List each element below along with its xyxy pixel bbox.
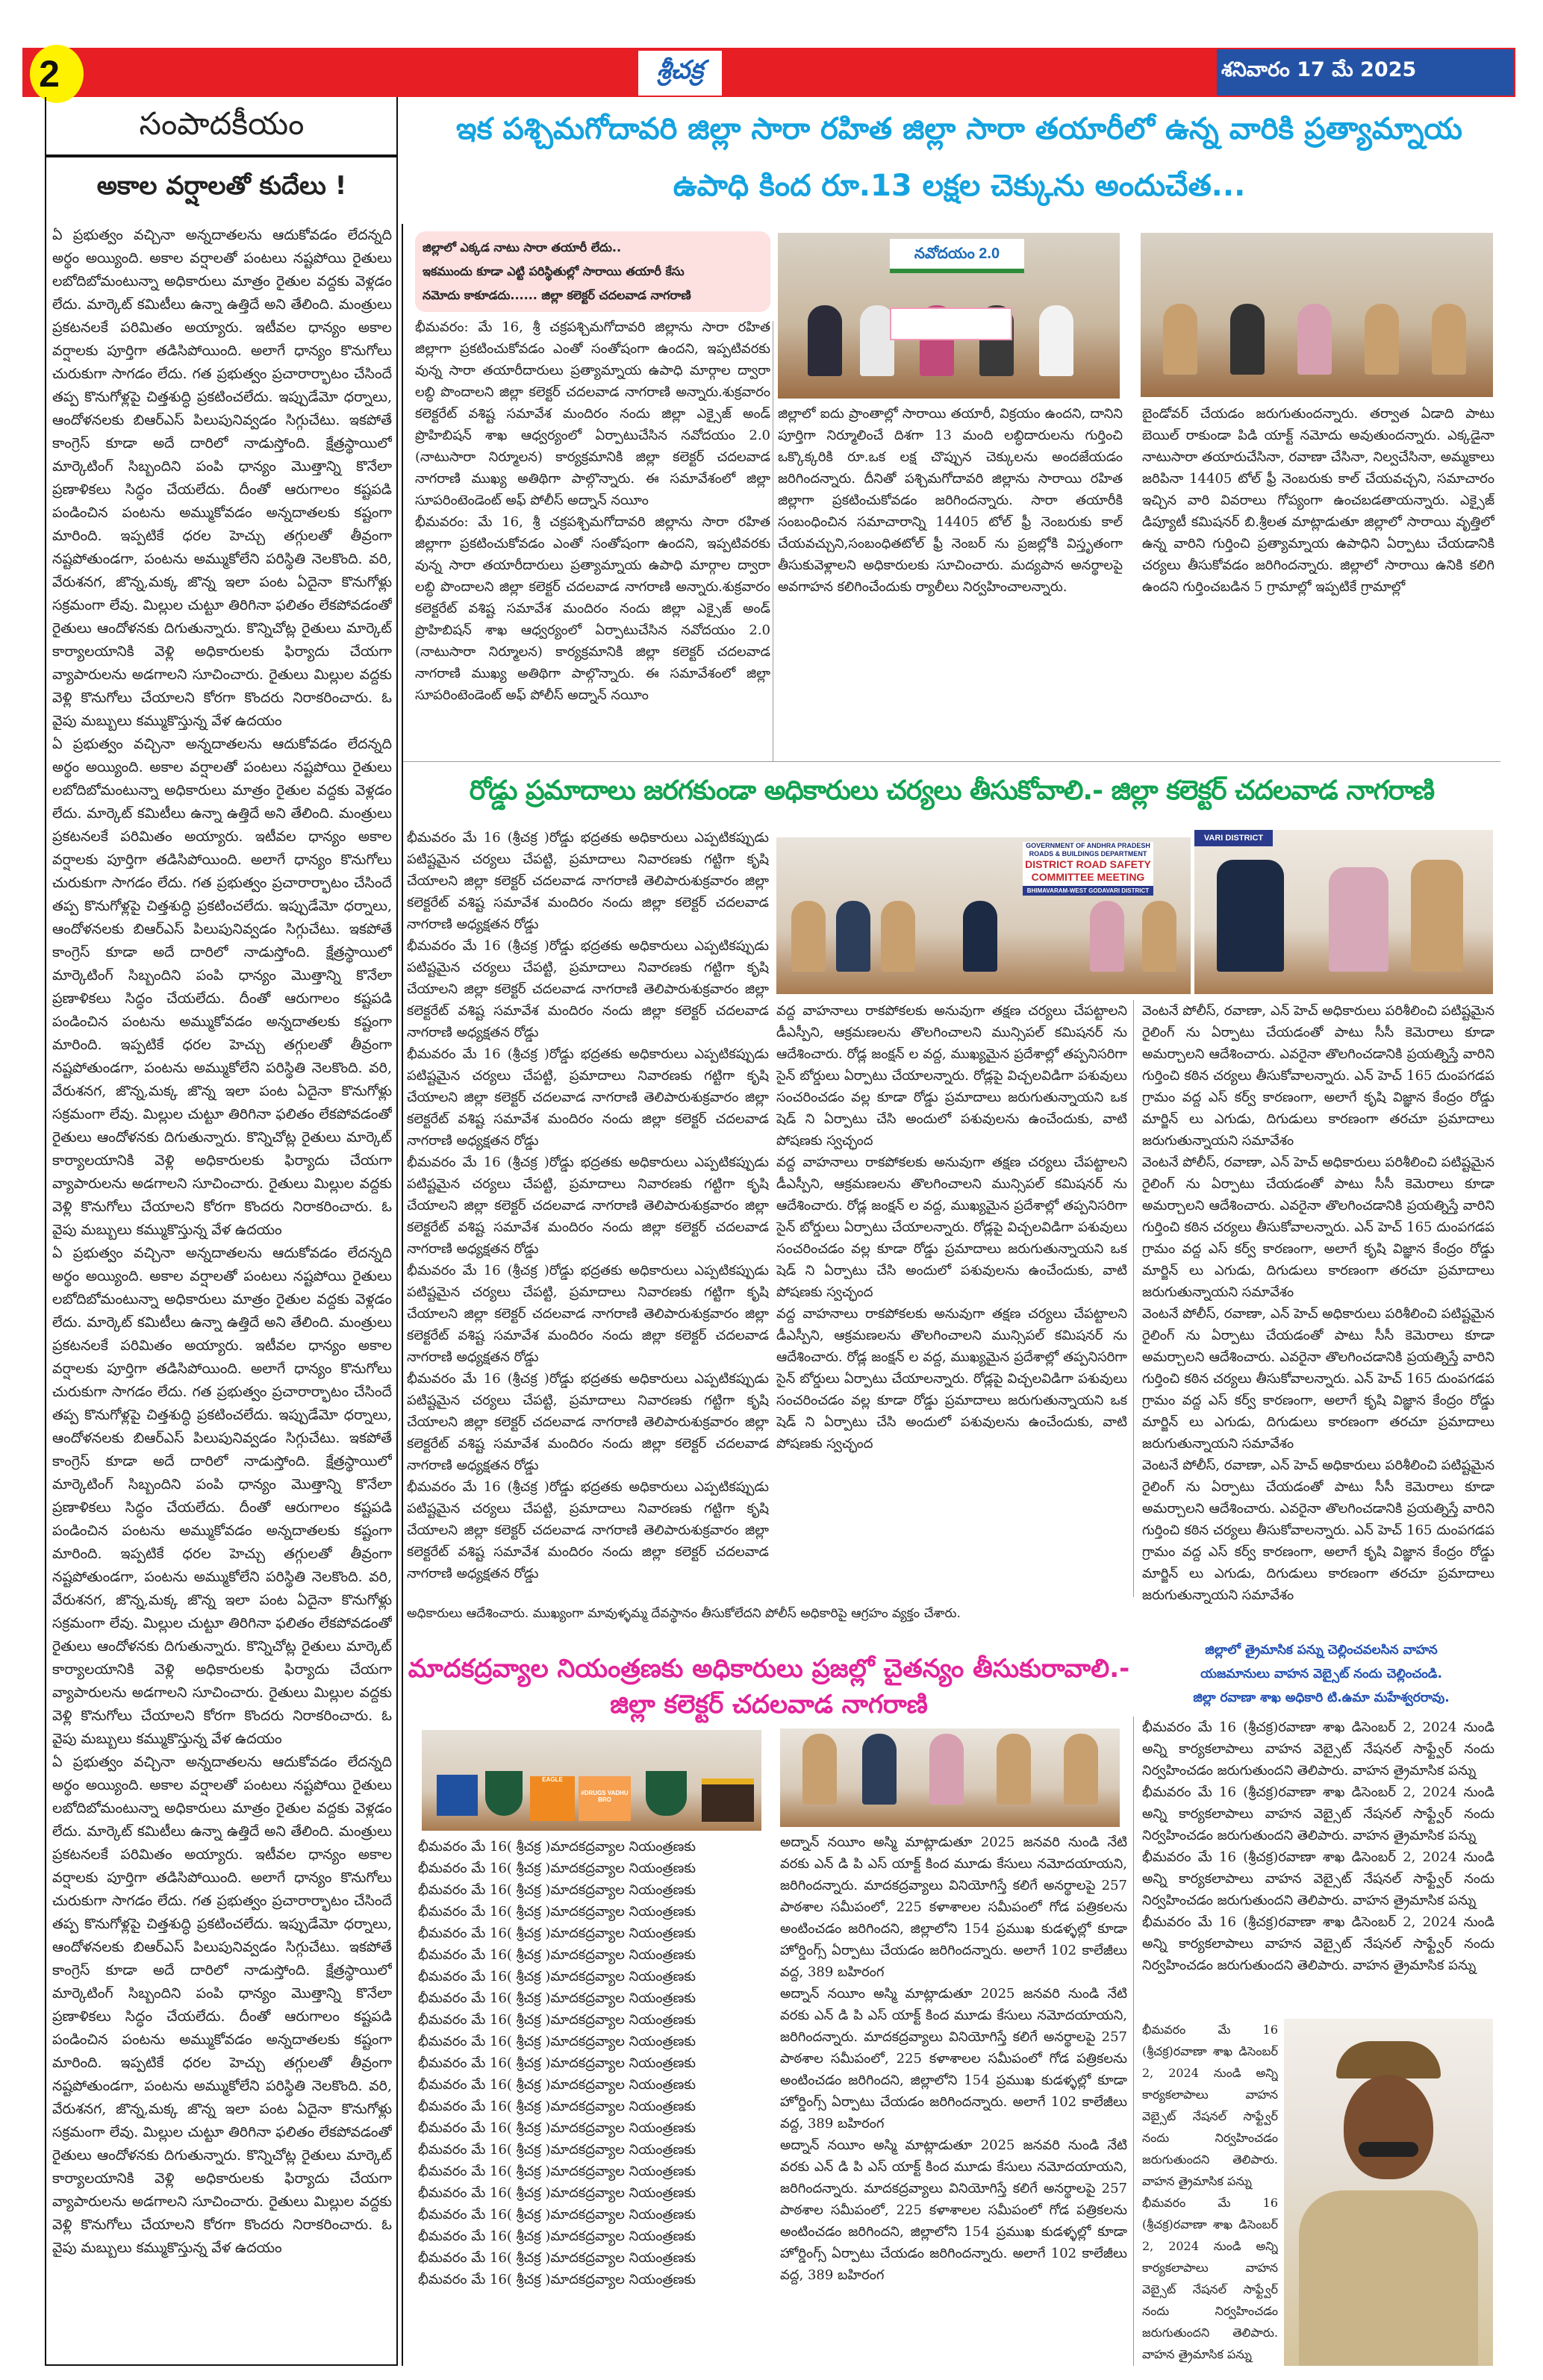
lead-text: బైండోవర్ చేయడం జరుగుతుందన్నారు. తర్వాత ఏడాది పాటు బెయిల్ రాకుండా పిడి యాక్ట్ నమోదు అవుతుందన్నారు. ఎక్కడైనా నాటుసారా తయారుచేసినా, రవాణా చేసినా, నిల్వచేసినా, అమ్మకాలు జరిపినా 14405 టోల్ ఫ్రీ నెంబరుకు కాల్ చేయవచ్చని, సమాచారం ఇచ్చిన వారి వివరాలు గోప్యంగా ఉంచబడతాయన్నారు. ఎక్సైజ్ డిప్యూటీ కమిషనర్ బి.శ్రీలత మాట్లాడుతూ జిల్లాలో సారాయి వృత్తిలో ఉన్న వారిని గుర్తించి ప్రత్యామ్నాయ ఉపాధిని ఏర్పాటు చేయడానికి చర్యలు తీసుకోవడం జరిగిందన్నారు. జిల్లాలో సారాయి ఉనికి కలిగి ఉందని గుర్తించబడిన 5 గ్రామాల్లో ఇప్పటికే గ్రామాల్లో <box>1142 406 1494 595</box>
lead-text: జిల్లాలో ఐదు ప్రాంతాల్లో సారాయి తయారీ, విక్రయం ఉందని, దానిని పూర్తిగా నిర్మూలించే దిశగా 13 మంది లబ్ధిదారులను గుర్తించి ఒక్కొక్కరికి రూ.ఒక లక్ష చొప్పున చెక్కులను అందజేయడం జరిగిందన్నారు. దీనితో పశ్చిమగోదావరి జిల్లాను సారాయి రహిత జిల్లాగా ప్రకటించుకోవడం జరిగిందన్నారు. సారా తయారీకి సంబంధించిన సమాచారాన్ని 14405 టోల్ ఫ్రీ నెంబరుకు కాల్ చేయవచ్చుని,సంబంధితటోల్ ఫ్రీ నెంబర్ ను ప్రజల్లోకి విస్తృతంగా తీసుకువెళ్లాలని అధికారులకు సూచించారు. మద్యపాన అనర్థాలపై అవగాహన కలిగించేందుకు ర్యాలీలు నిర్వహించాలన్నారు. <box>778 406 1123 595</box>
continued-text: ఏ ప్రభుత్వం వచ్చినా అన్నదాతలను ఆదుకోవడం లేదన్నది అర్థం అయ్యింది. అకాల వర్షాలతో పంటలు నష్టపోయి రైతులు లబోదిబోమంటున్నా అధికారులు మాత్రం రైతుల వద్దకు వెళ్లడం లేదు. మార్కెట్ కమిటీలు ఉన్నా ఉత్తిదే అని తేలింది. మంత్రులు ప్రకటనలకే పరిమితం అయ్యారు. ఇటీవల ధాన్యం అకాల వర్షాలకు పూర్తిగా తడిసిపోయింది. అలాగే ధాన్యం కొనుగోలు చురుకుగా సాగడం లేదు. గత ప్రభుత్వం ప్రచారార్భాటం చేసిందే తప్ప కొనుగోళ్లపై చిత్తశుద్ధి ప్రకటించలేదు. ఇప్పుడేమో ధర్నాలు, ఆందోళనలకు బిఆర్ఎస్ పిలుపునివ్వడం సిగ్గుచేటు. ఇకపోతే కాంగ్రెస్ కూడా అదే దారిలో నాడుస్తోంది. క్షేత్రస్థాయిలో మార్కెటింగ్ సిబ్బందిని పంపి ధాన్యం మొత్తాన్ని కొనేలా ప్రణాళికలు సిద్ధం చేయలేదు. దీంతో ఆరుగాలం కష్టపడి పండించిన పంటను అమ్ముకోవడం అన్నదాతలకు కష్టంగా మారింది. ఇప్పటికే ధరల హెచ్చు తగ్గులతో తీవ్రంగా నష్టపోతుండగా, పంటను అమ్ముకోలేని పరిస్థితి నెలకొంది. వరి, వేరుశనగ, జొన్న,మక్క జొన్న ఇలా పంట ఏదైనా కొనుగోళ్లు సక్రమంగా లేవు. మిల్లుల చుట్టూ తిరిగినా ఫలితం లేకపోవడంతో రైతులు ఆందోళనకు దిగుతున్నారు. కొన్నిచోట్ల రైతులు మార్కెట్ కార్యాలయానికి వెళ్లి అధికారులకు ఫిర్యాదు చేయగా వ్యాపారులను అడగాలని సూచించారు. రైతులు మిల్లుల వద్దకు వెళ్లి కొనుగోలు చేయాలని కోరగా కొందరు నిరాకరించారు. ఓ వైపు మబ్బులు కమ్ముకొస్తున్న వేళ ఉదయం <box>52 1754 392 2256</box>
banner-title: DISTRICT ROAD SAFETY COMMITTEE MEETING <box>1025 858 1151 883</box>
caption-line: యజమానులు వాహన వెబ్సైట్ నందు చెల్లించండి. <box>1200 1667 1442 1681</box>
collector-photo <box>1194 830 1493 994</box>
poster: #DRUGS VADHU BRO <box>579 1776 631 1821</box>
continued-text: భీమవరం మే 16( శ్రీచక్ర )మాదకద్రవ్యాల నియంత్రణకు <box>418 1947 696 1963</box>
highlight-line: జిల్లాలో ఎక్కడ నాటు సారా తయారీ లేదు.. <box>423 240 622 254</box>
newspaper-logo: శ్రీచక్ర <box>638 51 722 96</box>
editorial-section-title: సంపాదకీయం <box>46 101 397 157</box>
column-rule <box>1133 1000 1134 1597</box>
banner-line: GOVERNMENT OF ANDHRA PRADESH <box>1026 842 1150 849</box>
issue-date: శనివారం 17 మే 2025 <box>1217 49 1514 96</box>
continued-text: అద్నాన్ నయీం అస్మి మాట్లాడుతూ 2025 జనవరి నుండి నేటి వరకు ఎన్ డి పి ఎస్ యాక్ట్ కింద మూడు కేసులు నమోదయాయని, జరిగిందన్నారు. మాదకద్రవ్యాలు వినియోగిస్తే కలిగే అనర్థాలపై 257 పాఠశాల సమీపంలో, 225 కళాశాలల సమీపంలో గోడ పత్రికలను అంటించడం జరిగిందని, జిల్లాలోని 154 ప్రముఖ కుడళ్ళల్లో కూడా హోర్డింగ్స్ ఏర్పాటు చేయడం జరిగిందన్నారు. అలాగే 102 కాలేజీలు వద్ద, 389 బహిరంగ <box>780 2137 1127 2283</box>
continued-text: భీమవరం: మే 16, శ్రీ చక్రపశ్చిమగోదావరి జిల్లాను సారా రహిత జిల్లాగా ప్రకటించుకోవడం ఎంతో సంతోషంగా ఉందని, ఇప్పటివరకు వున్న సారా తయారీదారులు ప్రత్యామ్నాయ ఉపాధి మార్గాల ద్వారా లబ్ధి పొందాలని జిల్లా కలెక్టర్ చదలవాడ నాగరాణి అన్నారు.శుక్రవారం కలెక్టరేట్ వశిష్ట సమావేశ మందిరం నందు జిల్లా ఎక్సైజ్ అండ్ ప్రొహిబిషన్ శాఖ ఆధ్వర్యంలో ఏర్పాటుచేసిన నవోదయం 2.0 (నాటుసారా నిర్మూలన) కార్యక్రమానికి జిల్లా కలెక్టర్ చదలవాడ నాగరాణి ముఖ్య అతిథిగా పాల్గొన్నారు. ఈ సమావేశంలో జిల్లా సూపరింటెండెంట్ అఫ్ పోలీస్ అద్నాన్ నయీం <box>415 514 770 703</box>
column-rule <box>1133 1717 1134 2366</box>
continued-text: ఏ ప్రభుత్వం వచ్చినా అన్నదాతలను ఆదుకోవడం లేదన్నది అర్థం అయ్యింది. అకాల వర్షాలతో పంటలు నష్టపోయి రైతులు లబోదిబోమంటున్నా అధికారులు మాత్రం రైతుల వద్దకు వెళ్లడం లేదు. మార్కెట్ కమిటీలు ఉన్నా ఉత్తిదే అని తేలింది. మంత్రులు ప్రకటనలకే పరిమితం అయ్యారు. ఇటీవల ధాన్యం అకాల వర్షాలకు పూర్తిగా తడిసిపోయింది. అలాగే ధాన్యం కొనుగోలు చురుకుగా సాగడం లేదు. గత ప్రభుత్వం ప్రచారార్భాటం చేసిందే తప్ప కొనుగోళ్లపై చిత్తశుద్ధి ప్రకటించలేదు. ఇప్పుడేమో ధర్నాలు, ఆందోళనలకు బిఆర్ఎస్ పిలుపునివ్వడం సిగ్గుచేటు. ఇకపోతే కాంగ్రెస్ కూడా అదే దారిలో నాడుస్తోంది. క్షేత్రస్థాయిలో మార్కెటింగ్ సిబ్బందిని పంపి ధాన్యం మొత్తాన్ని కొనేలా ప్రణాళికలు సిద్ధం చేయలేదు. దీంతో ఆరుగాలం కష్టపడి పండించిన పంటను అమ్ముకోవడం అన్నదాతలకు కష్టంగా మారింది. ఇప్పటికే ధరల హెచ్చు తగ్గులతో తీవ్రంగా నష్టపోతుండగా, పంటను అమ్ముకోలేని పరిస్థితి నెలకొంది. వరి, వేరుశనగ, జొన్న,మక్క జొన్న ఇలా పంట ఏదైనా కొనుగోళ్లు సక్రమంగా లేవు. మిల్లుల చుట్టూ తిరిగినా ఫలితం లేకపోవడంతో రైతులు ఆందోళనకు దిగుతున్నారు. కొన్నిచోట్ల రైతులు మార్కెట్ కార్యాలయానికి వెళ్లి అధికారులకు ఫిర్యాదు చేయగా వ్యాపారులను అడగాలని సూచించారు. రైతులు మిల్లుల వద్దకు వెళ్లి కొనుగోలు చేయాలని కోరగా కొందరు నిరాకరించారు. ఓ వైపు మబ్బులు కమ్ముకొస్తున్న వేళ ఉదయం <box>52 736 392 1238</box>
continued-text: భీమవరం మే 16( శ్రీచక్ర )మాదకద్రవ్యాల నియంత్రణకు <box>418 2228 696 2244</box>
road-last-line: అధికారులు ఆదేశించారు. ముఖ్యంగా మావుళ్ళమ్మ దేవస్థానం తీసుకోలేదని పోలీస్ అధికారిపై ఆగ్రహం వ్యక్తం చేశారు. <box>407 1606 961 1621</box>
continued-text: భీమవరం మే 16( శ్రీచక్ర )మాదకద్రవ్యాల నియంత్రణకు <box>418 1990 696 2006</box>
continued-text: భీమవరం మే 16( శ్రీచక్ర )మాదకద్రవ్యాల నియంత్రణకు <box>418 2099 696 2114</box>
page-number-badge: 2 <box>30 45 84 103</box>
continued-text: భీమవరం మే 16( శ్రీచక్ర )మాదకద్రవ్యాల నియంత్రణకు <box>418 1969 696 1984</box>
caption-line: జిల్లా రవాణా శాఖ అధికారి టి.ఉమా మహేశ్వరరావు. <box>1193 1690 1450 1705</box>
photo-banner: నవోదయం 2.0 <box>890 239 1024 273</box>
continued-text: భీమవరం మే 16( శ్రీచక్ర )మాదకద్రవ్యాల నియంత్రణకు <box>418 2272 696 2287</box>
continued-text: భీమవరం మే 16( శ్రీచక్ర )మాదకద్రవ్యాల నియంత్రణకు <box>418 2034 696 2049</box>
drugs-column-1 <box>418 1836 765 2366</box>
editorial-headline: అకాల వర్షాలతో కుదేలు ! <box>96 171 347 201</box>
lead-highlight-box <box>415 231 770 312</box>
divider <box>403 761 1500 762</box>
continued-text: భీమవరం మే 16 (శ్రీచక్ర )రోడ్డు భద్రతకు అధికారులు ఎప్పటికప్పుడు పటిష్టమైన చర్యలు చేపట్టి, ప్రమాదాలు నివారణకు గట్టిగా కృషి చేయాలని జిల్లా కలెక్టర్ చదలవాడ నాగరాణి తెలిపారుశుక్రవారం జిల్లా కలెక్టరేట్ వశిష్ట సమావేశ మందిరం నందు జిల్లా కలెక్టర్ చదలవాడ నాగరాణి అధ్యక్షతన రోడ్డు <box>407 1263 769 1365</box>
continued-text: భీమవరం మే 16 (శ్రీచక్ర)రవాణా శాఖ డిసెంబర్ 2, 2024 నుండి అన్ని కార్యకలాపాలు వాహన వెబ్సైట్ నేషనల్ సాఫ్ట్వేర్ నందు నిర్వహించడం జరుగుతుందని తెలిపారు. వాహన త్రైమాసిక పన్ను <box>1142 2196 1278 2361</box>
lead-left-stack <box>415 231 770 758</box>
banner-partial: VARI DISTRICT <box>1194 830 1273 846</box>
drugs-text: భీమవరం మే 16( శ్రీచక్ర )మాదకద్రవ్యాల నియంత్రణకు <box>418 1839 696 1855</box>
continued-text: వెంటనే పోలీస్, రవాణా, ఎన్ హెచ్ అధికారులు పరిశీలించి పటిష్టమైన రైలింగ్ ను ఏర్పాటు చేయడంతో పాటు సీసీ కెమెరాలు కూడా అమర్చాలని ఆదేశించారు. ఎవరైనా తొలగించడానికి ప్రయత్నిస్తే వారిని గుర్తించి కఠిన చర్యలు తీసుకోవాలన్నారు. ఎన్ హెచ్ 165 దుంపగడప గ్రామం వద్ద ఎస్ కర్వ్ కారణంగా, అలాగే కృషి విజ్ఞాన కేంద్రం రోడ్డు మార్జిన్ లు ఎగుడు, దిగుడులు కారణంగా తరచూ ప్రమాదాలు జరుగుతున్నాయని సమావేశం <box>1142 1306 1494 1452</box>
continued-text: భీమవరం మే 16( శ్రీచక్ర )మాదకద్రవ్యాల నియంత్రణకు <box>418 2207 696 2223</box>
banner-footer: BHIMAVARAM-WEST GODAVARI DISTRICT <box>1023 886 1153 896</box>
highlight-line: నమోదు కాకూడదు...... జిల్లా కలెక్టర్ చదలవాడ నాగరాణి <box>423 288 691 302</box>
lead-headline: ఇక పశ్చిమగోదావరి జిల్లా సారా రహిత జిల్లా సారా తయారీలో ఉన్న వారికి ప్రత్యామ్నాయ ఉపాధి కింద రూ.13 లక్షల చెక్కును అందుచేత... <box>456 112 1462 203</box>
road-column-1 <box>407 827 769 1599</box>
continued-text: భీమవరం మే 16( శ్రీచక్ర )మాదకద్రవ్యాల నియంత్రణకు <box>418 2077 696 2093</box>
road-safety-headline: రోడ్డు ప్రమాదాలు జరగకుండా అధికారులు చర్యలు తీసుకోవాలి.- జిల్లా కలెక్టర్ చదలవాడ నాగరాణి <box>469 775 1435 806</box>
drugs-poster-launch-photo <box>422 1730 761 1831</box>
continued-text: భీమవరం మే 16( శ్రీచక్ర )మాదకద్రవ్యాల నియంత్రణకు <box>418 1925 696 1941</box>
continued-text: భీమవరం మే 16( శ్రీచక్ర )మాదకద్రవ్యాల నియంత్రణకు <box>418 2012 696 2028</box>
continued-text: భీమవరం మే 16 (శ్రీచక్ర )రోడ్డు భద్రతకు అధికారులు ఎప్పటికప్పుడు పటిష్టమైన చర్యలు చేపట్టి, ప్రమాదాలు నివారణకు గట్టిగా కృషి చేయాలని జిల్లా కలెక్టర్ చదలవాడ నాగరాణి తెలిపారుశుక్రవారం జిల్లా కలెక్టరేట్ వశిష్ట సమావేశ మందిరం నందు జిల్లా కలెక్టర్ చదలవాడ నాగరాణి అధ్యక్షతన రోడ్డు <box>407 1371 769 1473</box>
continued-text: భీమవరం మే 16( శ్రీచక్ర )మాదకద్రవ్యాల నియంత్రణకు <box>418 2164 696 2179</box>
poster: EAGLE <box>530 1776 575 1821</box>
column-rule <box>402 224 403 2366</box>
continued-text: భీమవరం మే 16( శ్రీచక్ర )మాదకద్రవ్యాల నియంత్రణకు <box>418 1861 696 1876</box>
cheque-handover-photo <box>778 233 1120 399</box>
transport-text: భీమవరం మే 16 (శ్రీచక్ర)రవాణా శాఖ డిసెంబర్ 2, 2024 నుండి అన్ని కార్యకలాపాలు వాహన వెబ్సైట్ నేషనల్ సాఫ్ట్వేర్ నందు నిర్వహించడం జరుగుతుందని తెలిపారు. వాహన త్రైమాసిక పన్ను <box>1142 2023 1278 2188</box>
lead-column-1 <box>415 316 770 758</box>
continued-text: వెంటనే పోలీస్, రవాణా, ఎన్ హెచ్ అధికారులు పరిశీలించి పటిష్టమైన రైలింగ్ ను ఏర్పాటు చేయడంతో పాటు సీసీ కెమెరాలు కూడా అమర్చాలని ఆదేశించారు. ఎవరైనా తొలగించడానికి ప్రయత్నిస్తే వారిని గుర్తించి కఠిన చర్యలు తీసుకోవాలన్నారు. ఎన్ హెచ్ 165 దుంపగడప గ్రామం వద్ద ఎస్ కర్వ్ కారణంగా, అలాగే కృషి విజ్ఞాన కేంద్రం రోడ్డు మార్జిన్ లు ఎగుడు, దిగుడులు కారణంగా తరచూ ప్రమాదాలు జరుగుతున్నాయని సమావేశం <box>1142 1458 1494 1603</box>
road-column-2 <box>776 1000 1127 1597</box>
drugs-meeting-photo <box>780 1728 1120 1827</box>
transport-notice-body <box>1142 1717 1494 2015</box>
continued-text: భీమవరం మే 16( శ్రీచక్ర )మాదకద్రవ్యాల నియంత్రణకు <box>418 1882 696 1898</box>
continued-text: భీమవరం మే 16( శ్రీచక్ర )మాదకద్రవ్యాల నియంత్రణకు <box>418 2250 696 2266</box>
continued-text: భీమవరం మే 16 (శ్రీచక్ర)రవాణా శాఖ డిసెంబర్ 2, 2024 నుండి అన్ని కార్యకలాపాలు వాహన వెబ్సైట్ నేషనల్ సాఫ్ట్వేర్ నందు నిర్వహించడం జరుగుతుందని తెలిపారు. వాహన త్రైమాసిక పన్ను <box>1142 1914 1494 1973</box>
continued-text: భీమవరం మే 16( శ్రీచక్ర )మాదకద్రవ్యాల నియంత్రణకు <box>418 2120 696 2136</box>
editorial-text: ఏ ప్రభుత్వం వచ్చినా అన్నదాతలను ఆదుకోవడం లేదన్నది అర్థం అయ్యింది. అకాల వర్షాలతో పంటలు నష్టపోయి రైతులు లబోదిబోమంటున్నా అధికారులు మాత్రం రైతుల వద్దకు వెళ్లడం లేదు. మార్కెట్ కమిటీలు ఉన్నా ఉత్తిదే అని తేలింది. మంత్రులు ప్రకటనలకే పరిమితం అయ్యారు. ఇటీవల ధాన్యం అకాల వర్షాలకు పూర్తిగా తడిసిపోయింది. అలాగే ధాన్యం కొనుగోలు చురుకుగా సాగడం లేదు. గత ప్రభుత్వం ప్రచారార్భాటం చేసిందే తప్ప కొనుగోళ్లపై చిత్తశుద్ధి ప్రకటించలేదు. ఇప్పుడేమో ధర్నాలు, ఆందోళనలకు బిఆర్ఎస్ పిలుపునివ్వడం సిగ్గుచేటు. ఇకపోతే కాంగ్రెస్ కూడా అదే దారిలో నాడుస్తోంది. క్షేత్రస్థాయిలో మార్కెటింగ్ సిబ్బందిని పంపి ధాన్యం మొత్తాన్ని కొనేలా ప్రణాళికలు సిద్ధం చేయలేదు. దీంతో ఆరుగాలం కష్టపడి పండించిన పంటను అమ్ముకోవడం అన్నదాతలకు కష్టంగా మారింది. ఇప్పటికే ధరల హెచ్చు తగ్గులతో తీవ్రంగా నష్టపోతుండగా, పంటను అమ్ముకోలేని పరిస్థితి నెలకొంది. వరి, వేరుశనగ, జొన్న,మక్క జొన్న ఇలా పంట ఏదైనా కొనుగోళ్లు సక్రమంగా లేవు. మిల్లుల చుట్టూ తిరిగినా ఫలితం లేకపోవడంతో రైతులు ఆందోళనకు దిగుతున్నారు. కొన్నిచోట్ల రైతులు మార్కెట్ కార్యాలయానికి వెళ్లి అధికారులకు ఫిర్యాదు చేయగా వ్యాపారులను అడగాలని సూచించారు. రైతులు మిల్లుల వద్దకు వెళ్లి కొనుగోలు చేయాలని కోరగా కొందరు నిరాకరించారు. ఓ వైపు మబ్బులు కమ్ముకొస్తున్న వేళ ఉదయం <box>52 227 392 729</box>
continued-text: భీమవరం మే 16 (శ్రీచక్ర)రవాణా శాఖ డిసెంబర్ 2, 2024 నుండి అన్ని కార్యకలాపాలు వాహన వెబ్సైట్ నేషనల్ సాఫ్ట్వేర్ నందు నిర్వహించడం జరుగుతుందని తెలిపారు. వాహన త్రైమాసిక పన్ను <box>1142 1784 1494 1843</box>
continued-text: భీమవరం మే 16 (శ్రీచక్ర)రవాణా శాఖ డిసెంబర్ 2, 2024 నుండి అన్ని కార్యకలాపాలు వాహన వెబ్సైట్ నేషనల్ సాఫ్ట్వేర్ నందు నిర్వహించడం జరుగుతుందని తెలిపారు. వాహన త్రైమాసిక పన్ను <box>1142 1849 1494 1908</box>
road-safety-meeting-photo <box>776 837 1191 994</box>
continued-text: ఏ ప్రభుత్వం వచ్చినా అన్నదాతలను ఆదుకోవడం లేదన్నది అర్థం అయ్యింది. అకాల వర్షాలతో పంటలు నష్టపోయి రైతులు లబోదిబోమంటున్నా అధికారులు మాత్రం రైతుల వద్దకు వెళ్లడం లేదు. మార్కెట్ కమిటీలు ఉన్నా ఉత్తిదే అని తేలింది. మంత్రులు ప్రకటనలకే పరిమితం అయ్యారు. ఇటీవల ధాన్యం అకాల వర్షాలకు పూర్తిగా తడిసిపోయింది. అలాగే ధాన్యం కొనుగోలు చురుకుగా సాగడం లేదు. గత ప్రభుత్వం ప్రచారార్భాటం చేసిందే తప్ప కొనుగోళ్లపై చిత్తశుద్ధి ప్రకటించలేదు. ఇప్పుడేమో ధర్నాలు, ఆందోళనలకు బిఆర్ఎస్ పిలుపునివ్వడం సిగ్గుచేటు. ఇకపోతే కాంగ్రెస్ కూడా అదే దారిలో నాడుస్తోంది. క్షేత్రస్థాయిలో మార్కెటింగ్ సిబ్బందిని పంపి ధాన్యం మొత్తాన్ని కొనేలా ప్రణాళికలు సిద్ధం చేయలేదు. దీంతో ఆరుగాలం కష్టపడి పండించిన పంటను అమ్ముకోవడం అన్నదాతలకు కష్టంగా మారింది. ఇప్పటికే ధరల హెచ్చు తగ్గులతో తీవ్రంగా నష్టపోతుండగా, పంటను అమ్ముకోలేని పరిస్థితి నెలకొంది. వరి, వేరుశనగ, జొన్న,మక్క జొన్న ఇలా పంట ఏదైనా కొనుగోళ్లు సక్రమంగా లేవు. మిల్లుల చుట్టూ తిరిగినా ఫలితం లేకపోవడంతో రైతులు ఆందోళనకు దిగుతున్నారు. కొన్నిచోట్ల రైతులు మార్కెట్ కార్యాలయానికి వెళ్లి అధికారులకు ఫిర్యాదు చేయగా వ్యాపారులను అడగాలని సూచించారు. రైతులు మిల్లుల వద్దకు వెళ్లి కొనుగోలు చేయాలని కోరగా కొందరు నిరాకరించారు. ఓ వైపు మబ్బులు కమ్ముకొస్తున్న వేళ ఉదయం <box>52 1245 392 1747</box>
meeting-banner <box>1023 842 1153 896</box>
lead-column-2 <box>778 403 1123 758</box>
drugs-text: అద్నాన్ నయీం అస్మి మాట్లాడుతూ 2025 జనవరి నుండి నేటి వరకు ఎన్ డి పి ఎస్ యాక్ట్ కింద మూడు కేసులు నమోదయాయని, జరిగిందన్నారు. మాదకద్రవ్యాలు వినియోగిస్తే కలిగే అనర్థాలపై 257 పాఠశాల సమీపంలో, 225 కళాశాలల సమీపంలో గోడ పత్రికలను అంటించడం జరిగిందని, జిల్లాలోని 154 ప్రముఖ కుడళ్ళల్లో కూడా హోర్డింగ్స్ ఏర్పాటు చేయడం జరిగిందన్నారు. అలాగే 102 కాలేజీలు వద్ద, 389 బహిరంగ <box>780 1834 1127 1980</box>
continued-text: భీమవరం మే 16 (శ్రీచక్ర )రోడ్డు భద్రతకు అధికారులు ఎప్పటికప్పుడు పటిష్టమైన చర్యలు చేపట్టి, ప్రమాదాలు నివారణకు గట్టిగా కృషి చేయాలని జిల్లా కలెక్టర్ చదలవాడ నాగరాణి తెలిపారుశుక్రవారం జిల్లా కలెక్టరేట్ వశిష్ట సమావేశ మందిరం నందు జిల్లా కలెక్టర్ చదలవాడ నాగరాణి అధ్యక్షతన రోడ్డు <box>407 1155 769 1257</box>
continued-text: భీమవరం మే 16( శ్రీచక్ర )మాదకద్రవ్యాల నియంత్రణకు <box>418 2185 696 2201</box>
banner-line: ROADS & BUILDINGS DEPARTMENT <box>1029 850 1147 858</box>
continued-text: భీమవరం మే 16 (శ్రీచక్ర )రోడ్డు భద్రతకు అధికారులు ఎప్పటికప్పుడు పటిష్టమైన చర్యలు చేపట్టి, ప్రమాదాలు నివారణకు గట్టిగా కృషి చేయాలని జిల్లా కలెక్టర్ చదలవాడ నాగరాణి తెలిపారుశుక్రవారం జిల్లా కలెక్టరేట్ వశిష్ట సమావేశ మందిరం నందు జిల్లా కలెక్టర్ చదలవాడ నాగరాణి అధ్యక్షతన రోడ్డు <box>407 1046 769 1149</box>
transport-notice-body-narrow <box>1142 2019 1278 2366</box>
continued-text: భీమవరం మే 16 (శ్రీచక్ర )రోడ్డు భద్రతకు అధికారులు ఎప్పటికప్పుడు పటిష్టమైన చర్యలు చేపట్టి, ప్రమాదాలు నివారణకు గట్టిగా కృషి చేయాలని జిల్లా కలెక్టర్ చదలవాడ నాగరాణి తెలిపారుశుక్రవారం జిల్లా కలెక్టరేట్ వశిష్ట సమావేశ మందిరం నందు జిల్లా కలెక్టర్ చదలవాడ నాగరాణి అధ్యక్షతన రోడ్డు <box>407 1479 769 1581</box>
continued-text: అద్నాన్ నయీం అస్మి మాట్లాడుతూ 2025 జనవరి నుండి నేటి వరకు ఎన్ డి పి ఎస్ యాక్ట్ కింద మూడు కేసులు నమోదయాయని, జరిగిందన్నారు. మాదకద్రవ్యాలు వినియోగిస్తే కలిగే అనర్థాలపై 257 పాఠశాల సమీపంలో, 225 కళాశాలల సమీపంలో గోడ పత్రికలను అంటించడం జరిగిందని, జిల్లాలోని 154 ప్రముఖ కుడళ్ళల్లో కూడా హోర్డింగ్స్ ఏర్పాటు చేయడం జరిగిందన్నారు. అలాగే 102 కాలేజీలు వద్ద, 389 బహిరంగ <box>780 1986 1127 2131</box>
continued-text: వెంటనే పోలీస్, రవాణా, ఎన్ హెచ్ అధికారులు పరిశీలించి పటిష్టమైన రైలింగ్ ను ఏర్పాటు చేయడంతో పాటు సీసీ కెమెరాలు కూడా అమర్చాలని ఆదేశించారు. ఎవరైనా తొలగించడానికి ప్రయత్నిస్తే వారిని గుర్తించి కఠిన చర్యలు తీసుకోవాలన్నారు. ఎన్ హెచ్ 165 దుంపగడప గ్రామం వద్ద ఎస్ కర్వ్ కారణంగా, అలాగే కృషి విజ్ఞాన కేంద్రం రోడ్డు మార్జిన్ లు ఎగుడు, దిగుడులు కారణంగా తరచూ ప్రమాదాలు జరుగుతున్నాయని సమావేశం <box>1142 1155 1494 1300</box>
continued-text: భీమవరం మే 16( శ్రీచక్ర )మాదకద్రవ్యాల నియంత్రణకు <box>418 1904 696 1920</box>
transport-officer-photo <box>1284 2019 1493 2366</box>
continued-text: భీమవరం మే 16 (శ్రీచక్ర )రోడ్డు భద్రతకు అధికారులు ఎప్పటికప్పుడు పటిష్టమైన చర్యలు చేపట్టి, ప్రమాదాలు నివారణకు గట్టిగా కృషి చేయాలని జిల్లా కలెక్టర్ చదలవాడ నాగరాణి తెలిపారుశుక్రవారం జిల్లా కలెక్టరేట్ వశిష్ట సమావేశ మందిరం నందు జిల్లా కలెక్టర్ చదలవాడ నాగరాణి అధ్యక్షతన రోడ్డు <box>407 938 769 1040</box>
navodayam-meeting-photo <box>1141 233 1493 397</box>
road-text: వెంటనే పోలీస్, రవాణా, ఎన్ హెచ్ అధికారులు పరిశీలించి పటిష్టమైన రైలింగ్ ను ఏర్పాటు చేయడంతో పాటు సీసీ కెమెరాలు కూడా అమర్చాలని ఆదేశించారు. ఎవరైనా తొలగించడానికి ప్రయత్నిస్తే వారిని గుర్తించి కఠిన చర్యలు తీసుకోవాలన్నారు. ఎన్ హెచ్ 165 దుంపగడప గ్రామం వద్ద ఎస్ కర్వ్ కారణంగా, అలాగే కృషి విజ్ఞాన కేంద్రం రోడ్డు మార్జిన్ లు ఎగుడు, దిగుడులు కారణంగా తరచూ ప్రమాదాలు జరుగుతున్నాయని సమావేశం <box>1142 1003 1494 1149</box>
highlight-line: ఇకముందు కూడా ఎట్టి పరిస్థితుల్లో సారాయి తయారీ కేసు <box>423 264 685 278</box>
drugs-headline: మాదకద్రవ్యాల నియంత్రణకు అధికారులు ప్రజల్లో చైతన్యం తీసుకురావాలి.- జిల్లా కలెక్టర్ చదలవాడ నాగరాణి <box>408 1654 1130 1720</box>
road-text: భీమవరం మే 16 (శ్రీచక్ర )రోడ్డు భద్రతకు అధికారులు ఎప్పటికప్పుడు పటిష్టమైన చర్యలు చేపట్టి, ప్రమాదాలు నివారణకు గట్టిగా కృషి చేయాలని జిల్లా కలెక్టర్ చదలవాడ నాగరాణి తెలిపారుశుక్రవారం జిల్లా కలెక్టరేట్ వశిష్ట సమావేశ మందిరం నందు జిల్లా కలెక్టర్ చదలవాడ నాగరాణి అధ్యక్షతన రోడ్డు <box>407 830 769 932</box>
editorial-body <box>52 224 392 2358</box>
lead-text: భీమవరం: మే 16, శ్రీ చక్రపశ్చిమగోదావరి జిల్లాను సారా రహిత జిల్లాగా ప్రకటించుకోవడం ఎంతో సంతోషంగా ఉందని, ఇప్పటివరకు వున్న సారా తయారీదారులు ప్రత్యామ్నాయ ఉపాధి మార్గాల ద్వారా లబ్ధి పొందాలని జిల్లా కలెక్టర్ చదలవాడ నాగరాణి అన్నారు.శుక్రవారం కలెక్టరేట్ వశిష్ట సమావేశ మందిరం నందు జిల్లా ఎక్సైజ్ అండ్ ప్రొహిబిషన్ శాఖ ఆధ్వర్యంలో ఏర్పాటుచేసిన నవోదయం 2.0 (నాటుసారా నిర్మూలన) కార్యక్రమానికి జిల్లా కలెక్టర్ చదలవాడ నాగరాణి ముఖ్య అతిథిగా పాల్గొన్నారు. ఈ సమావేశంలో జిల్లా సూపరింటెండెంట్ అఫ్ పోలీస్ అద్నాన్ నయీం <box>415 319 770 508</box>
caption-line: జిల్లాలో త్రైమాసిక పన్ను చెల్లించవలసిన వాహన <box>1205 1643 1438 1658</box>
continued-text: వద్ద వాహనాలు రాకపోకలకు అనువుగా తక్షణ చర్యలు చేపట్టాలని డీఎస్పీని, ఆక్రమణలను తొలగించాలని మున్సిపల్ కమిషనర్ ను ఆదేశించారు. రోడ్ల జంక్షన్ ల వద్ద, ముఖ్యమైన ప్రదేశాల్లో తప్పనిసరిగా సైన్ బోర్డులు ఏర్పాటు చేయాలన్నారు. రోడ్లపై విచ్చలవిడిగా పశువులు సంచరించడం వల్ల కూడా రోడ్డు ప్రమాదాలు జరుగుతున్నాయని ఒక షెడ్ ని ఏర్పాటు చేసి అందులో పశువులను ఉంచేందుకు, వాటి పోషణకు స్వచ్ఛంద <box>776 1306 1127 1452</box>
transport-text: భీమవరం మే 16 (శ్రీచక్ర)రవాణా శాఖ డిసెంబర్ 2, 2024 నుండి అన్ని కార్యకలాపాలు వాహన వెబ్సైట్ నేషనల్ సాఫ్ట్వేర్ నందు నిర్వహించడం జరుగుతుందని తెలిపారు. వాహన త్రైమాసిక పన్ను <box>1142 1720 1494 1778</box>
lead-column-3 <box>1142 403 1494 758</box>
transport-notice-caption <box>1146 1638 1497 1713</box>
continued-text: వద్ద వాహనాలు రాకపోకలకు అనువుగా తక్షణ చర్యలు చేపట్టాలని డీఎస్పీని, ఆక్రమణలను తొలగించాలని మున్సిపల్ కమిషనర్ ను ఆదేశించారు. రోడ్ల జంక్షన్ ల వద్ద, ముఖ్యమైన ప్రదేశాల్లో తప్పనిసరిగా సైన్ బోర్డులు ఏర్పాటు చేయాలన్నారు. రోడ్లపై విచ్చలవిడిగా పశువులు సంచరించడం వల్ల కూడా రోడ్డు ప్రమాదాలు జరుగుతున్నాయని ఒక షెడ్ ని ఏర్పాటు చేసి అందులో పశువులను ఉంచేందుకు, వాటి పోషణకు స్వచ్ఛంద <box>776 1155 1127 1300</box>
drugs-column-2 <box>780 1831 1127 2366</box>
continued-text: భీమవరం మే 16( శ్రీచక్ర )మాదకద్రవ్యాల నియంత్రణకు <box>418 2055 696 2071</box>
road-text: వద్ద వాహనాలు రాకపోకలకు అనువుగా తక్షణ చర్యలు చేపట్టాలని డీఎస్పీని, ఆక్రమణలను తొలగించాలని మున్సిపల్ కమిషనర్ ను ఆదేశించారు. రోడ్ల జంక్షన్ ల వద్ద, ముఖ్యమైన ప్రదేశాల్లో తప్పనిసరిగా సైన్ బోర్డులు ఏర్పాటు చేయాలన్నారు. రోడ్లపై విచ్చలవిడిగా పశువులు సంచరించడం వల్ల కూడా రోడ్డు ప్రమాదాలు జరుగుతున్నాయని ఒక షెడ్ ని ఏర్పాటు చేసి అందులో పశువులను ఉంచేందుకు, వాటి పోషణకు స్వచ్ఛంద <box>776 1003 1127 1149</box>
road-column-3 <box>1142 1000 1494 1611</box>
continued-text: భీమవరం మే 16( శ్రీచక్ర )మాదకద్రవ్యాల నియంత్రణకు <box>418 2142 696 2158</box>
